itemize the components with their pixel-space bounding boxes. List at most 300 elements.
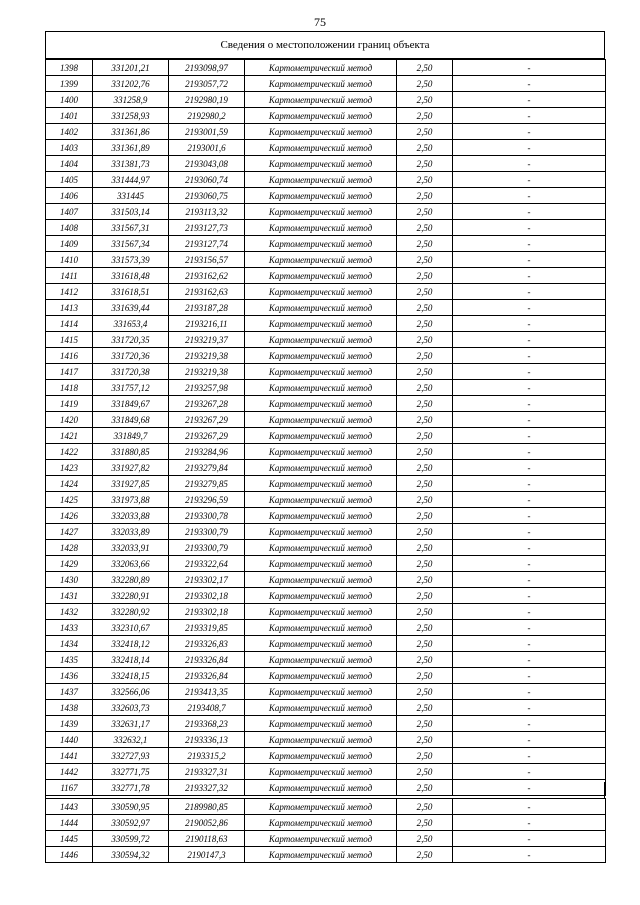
cell-note: - [453,815,606,831]
cell-accuracy: 2,50 [397,748,453,764]
cell-coord-x: 331444,97 [93,172,169,188]
cell-note: - [453,847,606,863]
cell-method: Картометрический метод [245,799,397,815]
cell-point-number: 1429 [46,556,93,572]
table-row [46,188,606,204]
cell-note: - [453,140,606,156]
cell-note: - [453,172,606,188]
cell-coord-x: 332418,12 [93,636,169,652]
cell-coord-x: 331573,39 [93,252,169,268]
cell-accuracy: 2,50 [397,316,453,332]
cell-method: Картометрический метод [245,188,397,204]
cell-note: - [453,636,606,652]
cell-note: - [453,108,606,124]
cell-point-number: 1167 [46,780,93,796]
cell-accuracy: 2,50 [397,732,453,748]
cell-method: Картометрический метод [245,764,397,780]
cell-coord-x: 331849,7 [93,428,169,444]
cell-coord-x: 332280,91 [93,588,169,604]
cell-coord-y: 2190147,3 [169,847,245,863]
cell-coord-y: 2193279,84 [169,460,245,476]
cell-method: Картометрический метод [245,815,397,831]
cell-coord-y: 2193060,74 [169,172,245,188]
cell-coord-x: 330599,72 [93,831,169,847]
cell-accuracy: 2,50 [397,780,453,796]
cell-coord-x: 332631,17 [93,716,169,732]
cell-coord-y: 2193315,2 [169,748,245,764]
cell-coord-x: 331880,85 [93,444,169,460]
cell-note: - [453,716,606,732]
cell-coord-x: 332566,06 [93,684,169,700]
cell-point-number: 1422 [46,444,93,460]
cell-method: Картометрический метод [245,716,397,732]
cell-note: - [453,460,606,476]
cell-point-number: 1412 [46,284,93,300]
cell-accuracy: 2,50 [397,428,453,444]
table-row [46,588,606,604]
cell-coord-y: 2193327,32 [169,780,245,796]
cell-note: - [453,332,606,348]
cell-point-number: 1437 [46,684,93,700]
cell-coord-y: 2193162,63 [169,284,245,300]
cell-accuracy: 2,50 [397,348,453,364]
cell-accuracy: 2,50 [397,636,453,652]
cell-accuracy: 2,50 [397,92,453,108]
cell-coord-y: 2193257,98 [169,380,245,396]
cell-coord-x: 332033,88 [93,508,169,524]
table-row [46,428,606,444]
cell-point-number: 1414 [46,316,93,332]
cell-coord-y: 2192980,19 [169,92,245,108]
table-row [46,652,606,668]
table-row [46,252,606,268]
table-row [46,348,606,364]
cell-point-number: 1424 [46,476,93,492]
table-row [46,76,606,92]
page-number: 75 [314,15,326,29]
cell-note: - [453,396,606,412]
cell-accuracy: 2,50 [397,172,453,188]
cell-coord-y: 2193327,31 [169,764,245,780]
cell-coord-x: 331258,9 [93,92,169,108]
cell-accuracy: 2,50 [397,620,453,636]
cell-point-number: 1436 [46,668,93,684]
cell-accuracy: 2,50 [397,764,453,780]
cell-point-number: 1400 [46,92,93,108]
cell-coord-x: 330590,95 [93,799,169,815]
cell-coord-y: 2193413,35 [169,684,245,700]
cell-method: Картометрический метод [245,108,397,124]
cell-point-number: 1425 [46,492,93,508]
cell-accuracy: 2,50 [397,188,453,204]
cell-coord-y: 2193302,18 [169,604,245,620]
cell-point-number: 1401 [46,108,93,124]
cell-method: Картометрический метод [245,636,397,652]
cell-method: Картометрический метод [245,92,397,108]
cell-method: Картометрический метод [245,556,397,572]
cell-accuracy: 2,50 [397,524,453,540]
cell-method: Картометрический метод [245,492,397,508]
cell-coord-y: 2193219,38 [169,348,245,364]
cell-note: - [453,76,606,92]
cell-point-number: 1408 [46,220,93,236]
cell-method: Картометрический метод [245,831,397,847]
cell-coord-x: 332063,66 [93,556,169,572]
cell-point-number: 1419 [46,396,93,412]
cell-coord-x: 331445 [93,188,169,204]
cell-coord-x: 331361,89 [93,140,169,156]
table-row [46,799,606,815]
cell-point-number: 1403 [46,140,93,156]
cell-coord-x: 332033,89 [93,524,169,540]
cell-method: Картометрический метод [245,172,397,188]
cell-accuracy: 2,50 [397,684,453,700]
cell-coord-y: 2192980,2 [169,108,245,124]
cell-point-number: 1418 [46,380,93,396]
cell-note: - [453,316,606,332]
boundary-table-second [45,798,606,863]
cell-coord-y: 2193300,79 [169,524,245,540]
cell-accuracy: 2,50 [397,540,453,556]
cell-method: Картометрический метод [245,668,397,684]
cell-point-number: 1430 [46,572,93,588]
cell-note: - [453,764,606,780]
cell-coord-x: 332418,15 [93,668,169,684]
cell-point-number: 1411 [46,268,93,284]
cell-coord-y: 2193319,85 [169,620,245,636]
cell-method: Картометрический метод [245,124,397,140]
cell-note: - [453,300,606,316]
cell-point-number: 1439 [46,716,93,732]
cell-coord-y: 2193267,29 [169,412,245,428]
cell-note: - [453,284,606,300]
table-row [46,636,606,652]
table-title-text: Сведения о местоположении границ объекта [220,39,430,51]
table-row [46,492,606,508]
table-row [46,831,606,847]
cell-coord-x: 331201,21 [93,60,169,76]
cell-coord-x: 331503,14 [93,204,169,220]
cell-coord-y: 2193113,32 [169,204,245,220]
cell-accuracy: 2,50 [397,236,453,252]
cell-coord-y: 2193057,72 [169,76,245,92]
table-row [46,236,606,252]
cell-point-number: 1428 [46,540,93,556]
cell-point-number: 1413 [46,300,93,316]
cell-accuracy: 2,50 [397,700,453,716]
table-row [46,108,606,124]
cell-coord-x: 332418,14 [93,652,169,668]
cell-note: - [453,604,606,620]
cell-coord-x: 332310,67 [93,620,169,636]
cell-accuracy: 2,50 [397,476,453,492]
table-row [46,172,606,188]
cell-note: - [453,588,606,604]
table-row [46,668,606,684]
table-row [46,124,606,140]
cell-accuracy: 2,50 [397,268,453,284]
cell-coord-x: 332033,91 [93,540,169,556]
cell-note: - [453,831,606,847]
cell-point-number: 1398 [46,60,93,76]
cell-note: - [453,556,606,572]
cell-accuracy: 2,50 [397,444,453,460]
cell-accuracy: 2,50 [397,364,453,380]
cell-accuracy: 2,50 [397,572,453,588]
cell-coord-y: 2189980,85 [169,799,245,815]
cell-note: - [453,732,606,748]
cell-coord-y: 2193284,96 [169,444,245,460]
cell-point-number: 1441 [46,748,93,764]
cell-note: - [453,204,606,220]
cell-accuracy: 2,50 [397,588,453,604]
cell-point-number: 1431 [46,588,93,604]
cell-accuracy: 2,50 [397,396,453,412]
cell-method: Картометрический метод [245,364,397,380]
cell-note: - [453,124,606,140]
cell-coord-x: 332727,93 [93,748,169,764]
cell-method: Картометрический метод [245,268,397,284]
table-row [46,268,606,284]
cell-point-number: 1421 [46,428,93,444]
cell-accuracy: 2,50 [397,716,453,732]
cell-method: Картометрический метод [245,847,397,863]
cell-method: Картометрический метод [245,412,397,428]
cell-coord-y: 2193326,84 [169,652,245,668]
cell-point-number: 1426 [46,508,93,524]
cell-note: - [453,236,606,252]
cell-note: - [453,380,606,396]
cell-coord-y: 2193127,73 [169,220,245,236]
table-row [46,444,606,460]
cell-coord-y: 2193302,18 [169,588,245,604]
table-row [46,220,606,236]
cell-coord-y: 2193216,11 [169,316,245,332]
cell-point-number: 1402 [46,124,93,140]
cell-method: Картометрический метод [245,140,397,156]
cell-coord-x: 332632,1 [93,732,169,748]
cell-method: Картометрический метод [245,332,397,348]
cell-coord-y: 2193162,62 [169,268,245,284]
table-row [46,748,606,764]
cell-accuracy: 2,50 [397,220,453,236]
table-row [46,540,606,556]
table-row [46,847,606,863]
table-row [46,620,606,636]
cell-accuracy: 2,50 [397,108,453,124]
cell-coord-y: 2193098,97 [169,60,245,76]
cell-coord-y: 2193322,64 [169,556,245,572]
cell-method: Картометрический метод [245,156,397,172]
cell-coord-y: 2193326,83 [169,636,245,652]
cell-coord-y: 2193408,7 [169,700,245,716]
table-row [46,508,606,524]
table-row [46,380,606,396]
cell-point-number: 1399 [46,76,93,92]
cell-note: - [453,684,606,700]
cell-coord-x: 331757,12 [93,380,169,396]
cell-method: Картометрический метод [245,76,397,92]
cell-accuracy: 2,50 [397,60,453,76]
cell-coord-x: 331720,38 [93,364,169,380]
cell-note: - [453,572,606,588]
table-row [46,700,606,716]
cell-note: - [453,492,606,508]
table-row [46,92,606,108]
cell-point-number: 1444 [46,815,93,831]
cell-note: - [453,700,606,716]
cell-method: Картометрический метод [245,684,397,700]
cell-method: Картометрический метод [245,652,397,668]
cell-note: - [453,188,606,204]
cell-accuracy: 2,50 [397,815,453,831]
cell-accuracy: 2,50 [397,799,453,815]
cell-coord-x: 331258,93 [93,108,169,124]
cell-coord-x: 331849,67 [93,396,169,412]
cell-note: - [453,444,606,460]
cell-coord-y: 2193001,59 [169,124,245,140]
cell-coord-x: 331927,82 [93,460,169,476]
cell-method: Картометрический метод [245,220,397,236]
table-row [46,156,606,172]
table-row [46,732,606,748]
cell-accuracy: 2,50 [397,284,453,300]
cell-accuracy: 2,50 [397,508,453,524]
cell-note: - [453,748,606,764]
cell-point-number: 1415 [46,332,93,348]
table-row [46,815,606,831]
cell-method: Картометрический метод [245,540,397,556]
cell-note: - [453,668,606,684]
cell-method: Картометрический метод [245,780,397,796]
cell-coord-y: 2193279,85 [169,476,245,492]
cell-accuracy: 2,50 [397,604,453,620]
cell-point-number: 1423 [46,460,93,476]
cell-coord-x: 332280,92 [93,604,169,620]
cell-method: Картометрический метод [245,620,397,636]
cell-note: - [453,60,606,76]
table-row [46,60,606,76]
cell-coord-x: 331720,36 [93,348,169,364]
cell-point-number: 1442 [46,764,93,780]
table-row [46,604,606,620]
cell-method: Картометрический метод [245,380,397,396]
cell-point-number: 1405 [46,172,93,188]
table-row [46,460,606,476]
table-row [46,524,606,540]
cell-accuracy: 2,50 [397,252,453,268]
cell-coord-x: 331202,76 [93,76,169,92]
cell-coord-y: 2193127,74 [169,236,245,252]
cell-point-number: 1410 [46,252,93,268]
cell-accuracy: 2,50 [397,204,453,220]
cell-coord-y: 2193001,6 [169,140,245,156]
cell-method: Картометрический метод [245,460,397,476]
cell-coord-y: 2193043,08 [169,156,245,172]
table-title [45,31,605,59]
cell-accuracy: 2,50 [397,380,453,396]
cell-coord-x: 332603,73 [93,700,169,716]
cell-note: - [453,268,606,284]
cell-method: Картометрический метод [245,316,397,332]
table-row [46,412,606,428]
cell-method: Картометрический метод [245,444,397,460]
cell-method: Картометрический метод [245,284,397,300]
cell-method: Картометрический метод [245,700,397,716]
table-row [46,364,606,380]
cell-accuracy: 2,50 [397,831,453,847]
cell-coord-y: 2193060,75 [169,188,245,204]
cell-point-number: 1446 [46,847,93,863]
cell-method: Картометрический метод [245,476,397,492]
cell-coord-x: 331849,68 [93,412,169,428]
cell-point-number: 1407 [46,204,93,220]
table-row [46,764,606,780]
cell-coord-y: 2193267,28 [169,396,245,412]
cell-coord-y: 2193156,57 [169,252,245,268]
cell-note: - [453,524,606,540]
cell-coord-x: 331639,44 [93,300,169,316]
table-row [46,332,606,348]
cell-point-number: 1443 [46,799,93,815]
cell-coord-x: 331381,73 [93,156,169,172]
cell-coord-y: 2190052,86 [169,815,245,831]
cell-point-number: 1406 [46,188,93,204]
cell-note: - [453,780,606,796]
cell-note: - [453,799,606,815]
cell-method: Картометрический метод [245,60,397,76]
cell-note: - [453,220,606,236]
cell-note: - [453,252,606,268]
cell-coord-y: 2193296,59 [169,492,245,508]
cell-coord-x: 331567,31 [93,220,169,236]
table-row [46,140,606,156]
cell-note: - [453,620,606,636]
cell-method: Картометрический метод [245,604,397,620]
cell-note: - [453,348,606,364]
cell-point-number: 1416 [46,348,93,364]
boundary-table-main [45,59,606,796]
cell-method: Картометрический метод [245,588,397,604]
cell-coord-y: 2193368,23 [169,716,245,732]
cell-note: - [453,156,606,172]
cell-coord-x: 332280,89 [93,572,169,588]
cell-coord-x: 331973,88 [93,492,169,508]
table-row [46,316,606,332]
cell-method: Картометрический метод [245,348,397,364]
cell-coord-x: 332771,78 [93,780,169,796]
cell-coord-x: 331653,4 [93,316,169,332]
cell-accuracy: 2,50 [397,847,453,863]
cell-note: - [453,540,606,556]
table-row [46,396,606,412]
table-row [46,556,606,572]
cell-coord-x: 331618,48 [93,268,169,284]
cell-point-number: 1420 [46,412,93,428]
cell-method: Картометрический метод [245,204,397,220]
cell-method: Картометрический метод [245,428,397,444]
cell-accuracy: 2,50 [397,332,453,348]
cell-point-number: 1432 [46,604,93,620]
cell-point-number: 1417 [46,364,93,380]
cell-method: Картометрический метод [245,732,397,748]
cell-accuracy: 2,50 [397,300,453,316]
cell-coord-x: 330594,32 [93,847,169,863]
cell-coord-y: 2193300,78 [169,508,245,524]
cell-method: Картометрический метод [245,236,397,252]
cell-accuracy: 2,50 [397,556,453,572]
cell-coord-y: 2190118,63 [169,831,245,847]
